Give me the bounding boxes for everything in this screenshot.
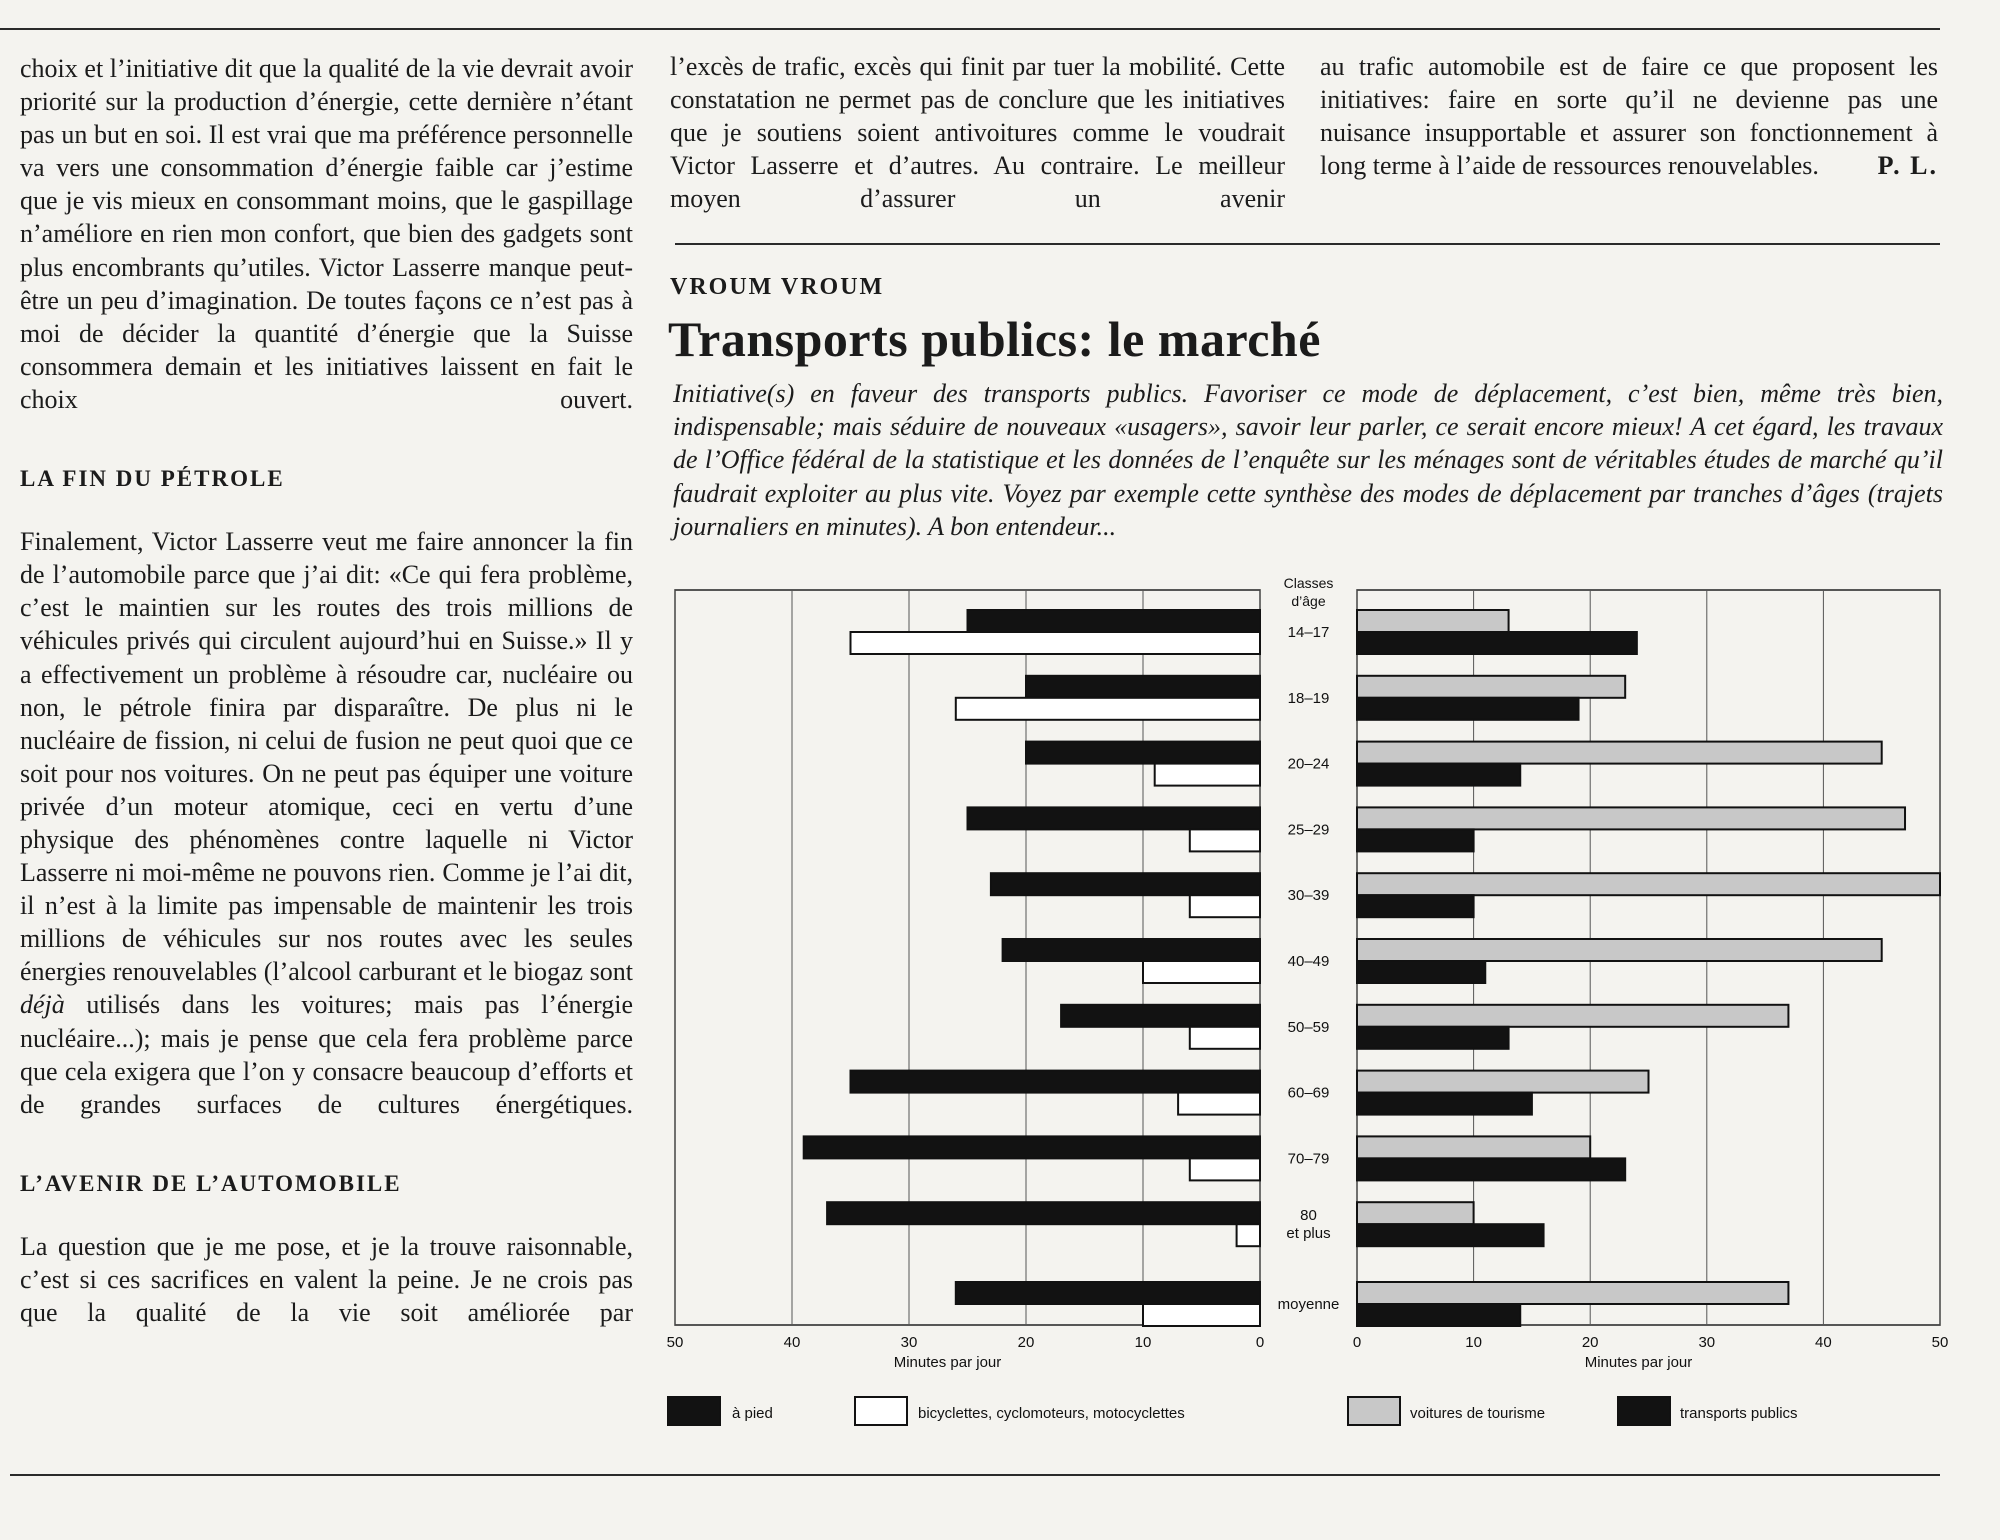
body-paragraph: [1320, 50, 1938, 182]
body-paragraph: [20, 525, 633, 1121]
bar-public-transport: [1357, 895, 1474, 917]
category-label: moyenne: [1277, 1296, 1340, 1313]
category-header: Classes: [1283, 575, 1334, 591]
category-label: 14–17: [1287, 624, 1330, 641]
section-rule: [675, 243, 1940, 245]
bar-two-wheelers: [1178, 1093, 1260, 1115]
paragraph-text: au trafic automobile est de faire ce que proposent les initiatives: faire en sorte qu’il ne devienne pas une nuisance insupportable et assurer son fonctionnement à long terme à l’aide de ressources renouvelables.: [1320, 52, 1938, 181]
category-label: 50–59: [1287, 1018, 1330, 1036]
bar-two-wheelers: [851, 632, 1261, 654]
article-lead: Initiative(s) en faveur des transports publics. Favoriser ce mode de déplacement, c’est bien, même très bien, indispensable; mais séduire de nouveaux «usagers», savoir leur parler, ce serait encore mieux! A cet égard, les travaux de l’Office fédéral de la statistique et les données de l’enquête sur les ménages sont de véritables études de marché qu’il faudrait exploiter au plus vite. Voyez par exemple cette synthèse des modes de déplacement par tranches d’âges (trajets journaliers en minutes). A bon entendeur...: [673, 379, 1943, 541]
legend-label: à pied: [732, 1405, 773, 1422]
right-tick-label: 50: [1931, 1334, 1949, 1351]
bar-public-transport: [1357, 632, 1637, 654]
bar-cars: [1357, 1071, 1649, 1093]
article-kicker: VROUM VROUM: [670, 274, 885, 300]
bar-cars: [1357, 1005, 1788, 1027]
left-tick-label: 50: [666, 1334, 684, 1351]
right-tick-label: 30: [1698, 1334, 1716, 1351]
bar-two-wheelers: [1190, 895, 1260, 917]
left-tick-label: 20: [1017, 1334, 1035, 1351]
category-label: 80: [1300, 1207, 1317, 1225]
legend-swatch: [668, 1397, 720, 1425]
bar-walking: [1026, 742, 1260, 764]
bar-public-transport: [1357, 961, 1485, 983]
left-tick-label: 40: [783, 1334, 801, 1351]
category-header: d’âge: [1291, 593, 1326, 609]
legend-swatch: [855, 1397, 907, 1425]
legend-swatch: [1348, 1397, 1400, 1425]
section-heading: L’AVENIR DE L’AUTOMOBILE: [20, 1170, 402, 1196]
bar-public-transport: [1357, 1224, 1544, 1246]
bar-cars: [1357, 1136, 1590, 1158]
bar-two-wheelers: [1190, 829, 1260, 851]
bar-walking: [827, 1202, 1260, 1224]
age-group-transport-chart: [660, 570, 1950, 1460]
bar-walking: [804, 1136, 1260, 1158]
bar-public-transport: [1357, 1093, 1532, 1115]
body-paragraph: choix et l’initiative dit que la qualité de la vie devrait avoir priorité sur la production d’énergie, cette dernière n’étant pas un but en soi. Il est vrai que ma préférence personnelle va vers une consommation d’énergie faible car j’estime que je vis mieux en consommant moins, que le gaspillage n’améliore en rien mon confort, que bien des gadgets sont plus encombrants qu’utiles. Victor Lasserre manque peut-être un peu d’imagination. De toutes façons ce n’est pas à moi de décider la quantité d’énergie que la Suisse consommera demain et les initiatives laissent en fait le choix ouvert.: [20, 54, 633, 414]
category-label: 18–19: [1287, 689, 1330, 707]
paragraph-text: utilisés dans les voitures; mais pas l’énergie nucléaire...); mais je pense que cela fera problème parce que cela exigera que l’on y consacre beaucoup d’efforts et de grandes surfaces de cultures énergétiques.: [20, 990, 633, 1119]
bar-cars: [1357, 742, 1882, 764]
category-label: 60–69: [1287, 1084, 1330, 1102]
left-tick-label: 10: [1134, 1334, 1152, 1351]
right-tick-label: 0: [1352, 1334, 1362, 1351]
bar-public-transport: [1357, 764, 1520, 786]
bar-cars: [1357, 873, 1940, 895]
bottom-rule: [10, 1474, 1940, 1476]
category-label: 40–49: [1287, 953, 1330, 970]
bar-public-transport: [1357, 1158, 1625, 1180]
bar-walking: [851, 1071, 1261, 1093]
left-tick-label: 0: [1255, 1334, 1265, 1351]
bar-public-transport: [1357, 1304, 1520, 1326]
category-label: 30–39: [1287, 887, 1330, 905]
bar-walking: [968, 807, 1261, 829]
bar-cars: [1357, 939, 1882, 961]
bar-cars: [1357, 676, 1625, 698]
category-label: 70–79: [1287, 1150, 1330, 1168]
right-tick-label: 10: [1465, 1334, 1482, 1351]
category-label: 25–29: [1287, 821, 1330, 839]
right-tick-label: 40: [1815, 1334, 1832, 1351]
column-middle: [670, 50, 1285, 215]
right-tick-label: 20: [1581, 1334, 1599, 1351]
section-heading: LA FIN DU PÉTROLE: [20, 466, 285, 492]
bar-two-wheelers: [956, 698, 1260, 720]
bar-two-wheelers: [1190, 1158, 1260, 1180]
body-paragraph: La question que je me pose, et je la trouve raisonnable, c’est si ces sacrifices en valent la peine. Je ne crois pas que la qualité de la vie soit améliorée par: [20, 1231, 633, 1328]
bar-public-transport: [1357, 829, 1474, 851]
category-label: 20–24: [1287, 755, 1330, 773]
bar-two-wheelers: [1155, 764, 1260, 786]
bar-two-wheelers: [1237, 1224, 1260, 1246]
legend-swatch: [1618, 1397, 1670, 1425]
bar-public-transport: [1357, 698, 1579, 720]
bar-two-wheelers: [1190, 1027, 1260, 1049]
bar-cars: [1357, 1282, 1788, 1304]
top-rule: [0, 28, 1940, 30]
bar-walking: [1026, 676, 1260, 698]
paragraph-text: Finalement, Victor Lasserre veut me faire annoncer la fin de l’automobile parce que j’ai dit: «Ce qui fera problème, c’est le maintien sur les routes des trois millions de véhicules privés qui circulent aujourd’hui en Suisse.» Il y a effectivement un problème à résoudre car, nucléaire ou non, le pétrole finira par disparaître. De plus ni le nucléaire de fission, ni celui de fusion ne peut quoi que ce soit pour nos voitures. On ne peut pas équiper une voiture privée d’un moteur atomique, ceci en vertu d’une physique des phénomènes contre laquelle ni Victor Lasserre ni moi-même ne pouvons rien. Comme je l’ai dit, il n’est à la limite pas impensable de maintenir les trois millions de véhicules sur nos routes avec les seules énergies renouvelables (l’alcool carburant et le biogaz sont: [20, 527, 633, 987]
bar-cars: [1357, 807, 1905, 829]
body-paragraph: l’excès de trafic, excès qui finit par tuer la mobilité. Cette constatation ne permet pas de conclure que les initiatives que je soutiens soient antivoitures comme le voudrait Victor Lasserre et d’autres. Au contraire. Le meilleur moyen d’assurer un avenir: [670, 52, 1285, 214]
category-label: et plus: [1286, 1225, 1331, 1243]
bar-two-wheelers: [1143, 961, 1260, 983]
author-signature: P. L.: [1877, 151, 1938, 181]
legend-label: bicyclettes, cyclomoteurs, motocyclettes: [918, 1405, 1185, 1422]
legend-label: transports publics: [1680, 1405, 1798, 1422]
bar-public-transport: [1357, 1027, 1509, 1049]
bar-walking: [956, 1282, 1260, 1304]
legend-label: voitures de tourisme: [1410, 1405, 1546, 1422]
bar-two-wheelers: [1143, 1304, 1260, 1326]
bar-walking: [968, 610, 1261, 632]
emphasis-text: déjà: [20, 990, 65, 1020]
bar-walking: [1061, 1005, 1260, 1027]
column-right: [1320, 50, 1938, 182]
left-axis-label: Minutes par jour: [893, 1354, 1002, 1371]
bar-cars: [1357, 610, 1509, 632]
bar-walking: [1003, 939, 1260, 961]
left-tick-label: 30: [900, 1334, 918, 1351]
column-left: [20, 52, 633, 1329]
bar-cars: [1357, 1202, 1474, 1224]
right-axis-label: Minutes par jour: [1584, 1354, 1693, 1371]
article-headline: Transports publics: le marché: [668, 311, 1321, 367]
bar-walking: [991, 873, 1260, 895]
